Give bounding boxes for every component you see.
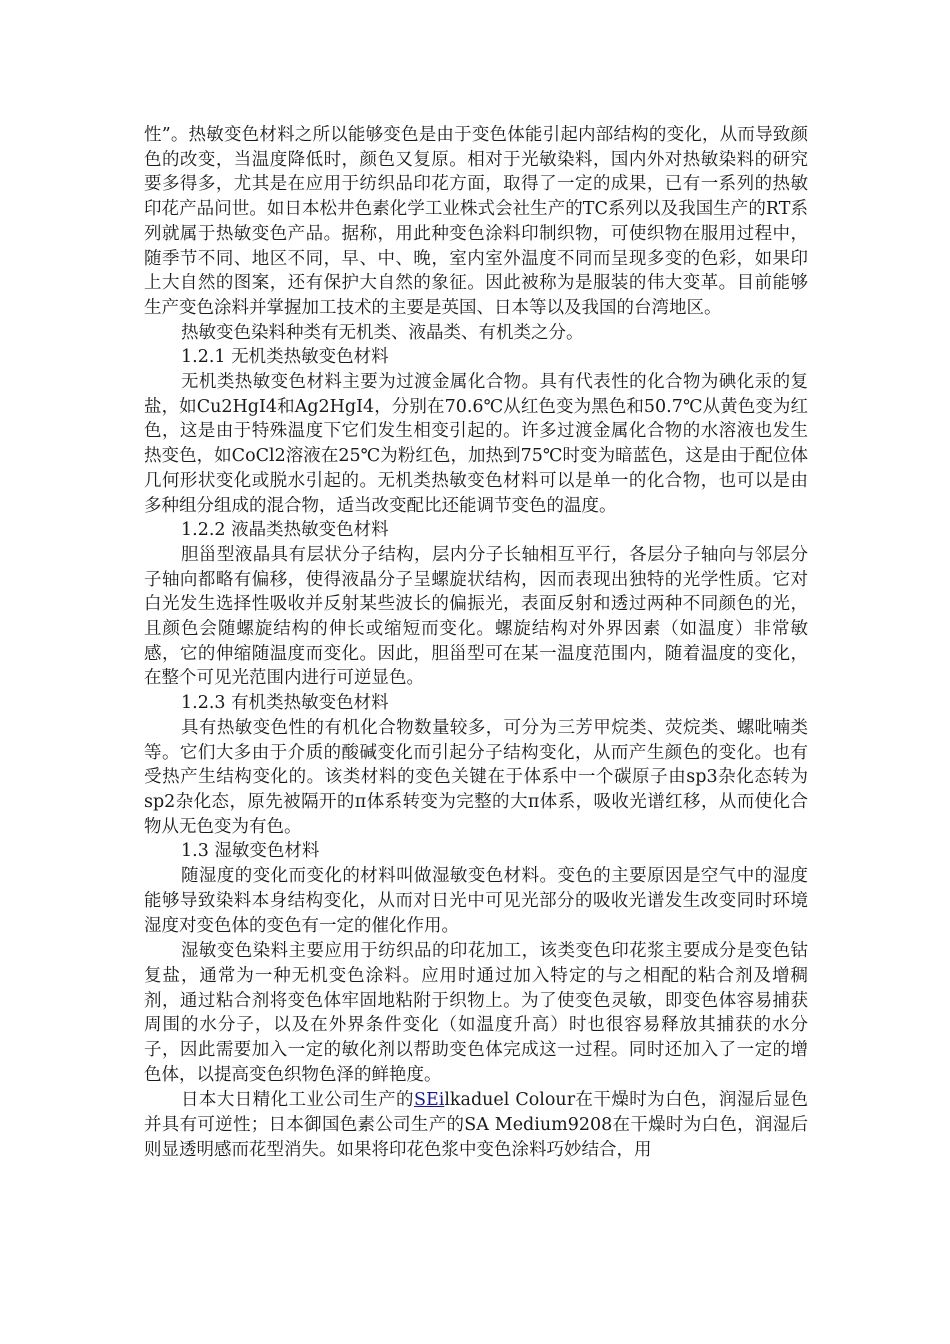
product-link[interactable]: SEi bbox=[413, 1090, 445, 1111]
paragraph-text: 日本大日精化工业公司生产的 bbox=[181, 1090, 414, 1111]
document-body bbox=[144, 123, 808, 1163]
paragraph-text: lkaduel Colour在干燥时为白色，润湿后显色并具有可逆性；日本御国色素公司生产的SA Medium9208在干燥时为白色，润湿后则显透明感而花型消失。如果将印花色浆中变色涂料巧妙结合，用 bbox=[144, 1090, 809, 1160]
paragraph: 性”。热敏变色材料之所以能够变色是由于变色体能引起内部结构的变化，从而导致颜色的改变，当温度降低时，颜色又复原。相对于光敏染料，国内外对热敏染料的研究要多得多，尤其是在应用于纺织品印花方面，取得了一定的成果，已有一系列的热敏印花产品问世。如日本松井色素化学工业株式会社生产的TC系列以及我国生产的RT系列就属于热敏变色产品。据称，用此种变色涂料印制织物，可使织物在服用过程中，随季节不同、地区不同，早、中、晚，室内室外温度不同而呈现多变的色彩，如果印上大自然的图案，还有保护大自然的象征。因此被称为是服装的伟大变革。目前能够生产变色涂料并掌握加工技术的主要是英国、日本等以及我国的台湾地区。 bbox=[144, 125, 808, 318]
paragraph: 热敏变色染料种类有无机类、液晶类、有机类之分。 bbox=[181, 322, 584, 343]
paragraph: 随湿度的变化而变化的材料叫做湿敏变色材料。变色的主要原因是空气中的湿度能够导致染料本身结构变化，从而对日光中可见光部分的吸收光谱发生改变同时环境湿度对变色体的变色有一定的催化作用。 bbox=[144, 866, 808, 936]
paragraph: 无机类热敏变色材料主要为过渡金属化合物。具有代表性的化合物为碘化汞的复盐，如Cu2HgI4和Ag2HgI4，分别在70.6℃从红色变为黑色和50.7℃从黄色变为红色，这是由于特殊温度下它们发生相变引起的。许多过渡金属化合物的水溶液也发生热变色，如CoCl2溶液在25℃为粉红色，加热到75℃时变为暗蓝色，这是由于配位体几何形状变化或脱水引起的。无机类热敏变色材料可以是单一的化合物，也可以是由多种组分组成的混合物，适当改变配比还能调节变色的温度。 bbox=[144, 372, 808, 516]
section-heading: 1.3 湿敏变色材料 bbox=[181, 841, 320, 862]
paragraph bbox=[144, 1088, 808, 1162]
paragraph: 具有热敏变色性的有机化合物数量较多，可分为三芳甲烷类、荧烷类、螺吡喃类等。它们大多由于介质的酸碱变化而引起分子结构变化，从而产生颜色的变化。也有受热产生结构变化的。该类材料的变色关键在于体系中一个碳原子由sp3杂化态转为sp2杂化态，原先被隔开的π体系转变为完整的大π体系，吸收光谱红移，从而使化合物从无色变为有色。 bbox=[144, 717, 808, 837]
paragraph: 胆甾型液晶具有层状分子结构，层内分子长轴相互平行，各层分子轴向与邻层分子轴向都略有偏移，使得液晶分子呈螺旋状结构，因而表现出独特的光学性质。它对白光发生选择性吸收并反射某些波长的偏振光，表面反射和透过两种不同颜色的光，且颜色会随螺旋结构的伸长或缩短而变化。螺旋结构对外界因素（如温度）非常敏感，它的伸缩随温度而变化。因此，胆甾型可在某一温度范围内，随着温度的变化，在整个可见光范围内进行可逆显色。 bbox=[144, 544, 808, 689]
section-heading: 1.2.2 液晶类热敏变色材料 bbox=[181, 520, 389, 541]
section-heading: 1.2.3 有机类热敏变色材料 bbox=[181, 693, 389, 714]
section-heading: 1.2.1 无机类热敏变色材料 bbox=[181, 347, 389, 368]
paragraph: 湿敏变色染料主要应用于纺织品的印花加工，该类变色印花浆主要成分是变色钴复盐，通常为一种无机变色涂料。应用时通过加入特定的与之相配的粘合剂及增稠剂，通过粘合剂将变色体牢固地粘附于织物上。为了使变色灵敏，即变色体容易捕获周围的水分子，以及在外界条件变化（如温度升高）时也很容易释放其捕获的水分子，因此需要加入一定的敏化剂以帮助变色体完成这一过程。同时还加入了一定的增色体，以提高变色织物色泽的鲜艳度。 bbox=[144, 941, 808, 1085]
